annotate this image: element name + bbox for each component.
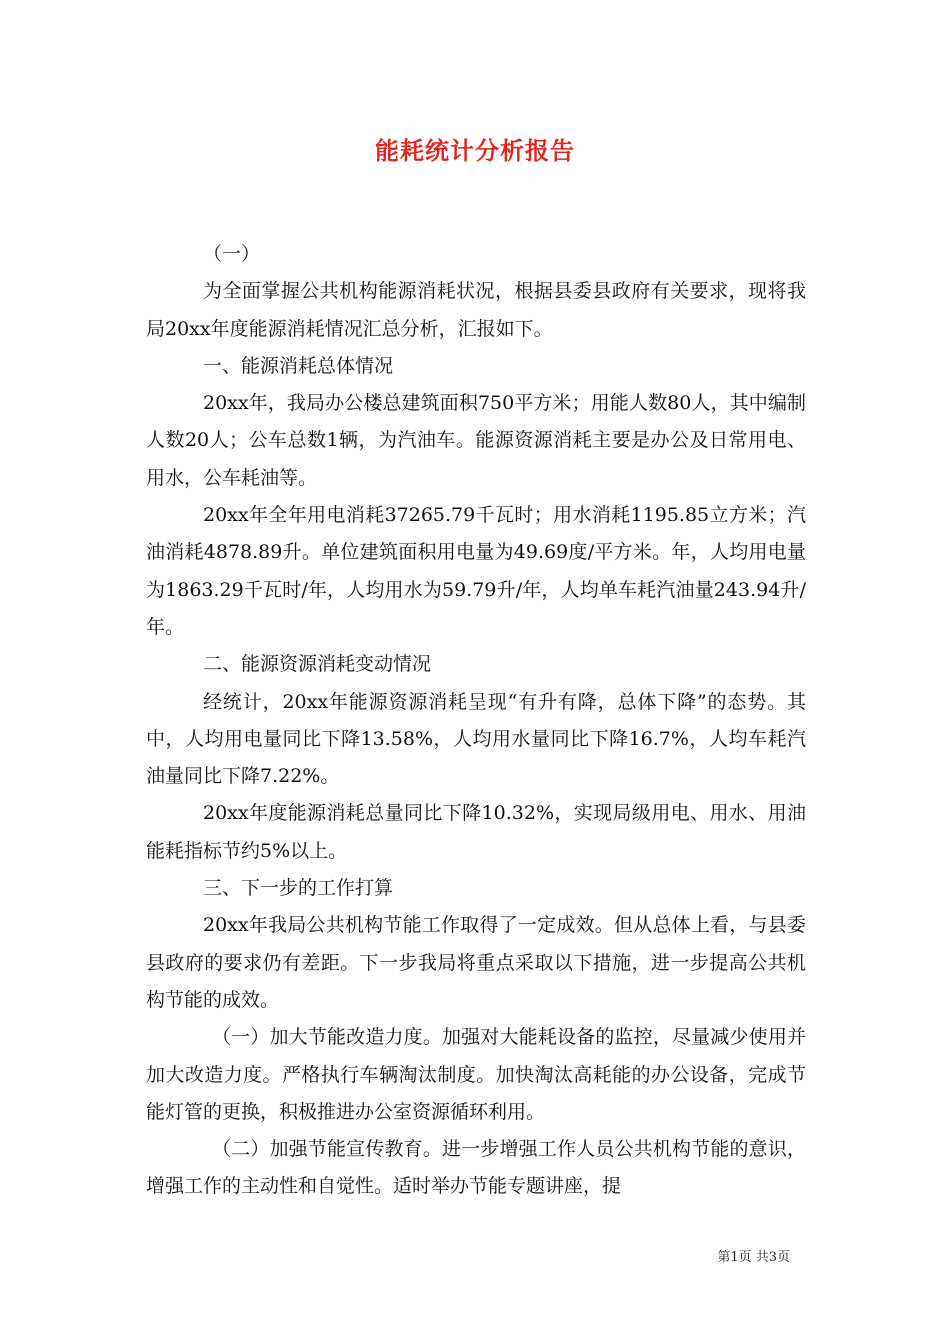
paragraph: 20xx年我局公共机构节能工作取得了一定成效。但从总体上看，与县委县政府的要求仍有差距。下一步我局将重点采取以下措施，进一步提高公共机构节能的成效。 — [146, 914, 806, 1011]
document-title: 能耗统计分析报告 — [375, 137, 575, 165]
section-heading: 一、能源消耗总体情况 — [203, 354, 394, 377]
page-number-footer: 第1页 共3页 — [717, 1250, 790, 1265]
paragraph: 为全面掌握公共机构能源消耗状况，根据县委县政府有关要求，现将我局20xx年度能源消耗情况汇总分析，汇报如下。 — [146, 280, 806, 340]
paragraph: 20xx年，我局办公楼总建筑面积750平方米；用能人数80人，其中编制人数20人；公车总数1辆，为汽油车。能源资源消耗主要是办公及日常用电、用水，公车耗油等。 — [146, 392, 806, 489]
paragraph: （一） — [203, 243, 261, 265]
document-body — [146, 236, 806, 1206]
section-heading: 三、下一步的工作打算 — [203, 877, 394, 900]
paragraph: 20xx年全年用电消耗37265.79千瓦时；用水消耗1195.85立方米；汽油消耗4878.89升。单位建筑面积用电量为49.69度/平方米。年，人均用电量为1863.29千瓦时/年，人均用水为59.79升/年，人均单车耗汽油量243.94升/年。 — [146, 504, 806, 638]
paragraph: （二）加强节能宣传教育。进一步增强工作人员公共机构节能的意识，增强工作的主动性和自觉性。适时举办节能专题讲座，提 — [146, 1138, 806, 1198]
section-heading: 二、能源资源消耗变动情况 — [203, 653, 432, 676]
paragraph: 20xx年度能源消耗总量同比下降10.32%，实现局级用电、用水、用油能耗指标节约5%以上。 — [146, 802, 806, 862]
paragraph: 经统计，20xx年能源资源消耗呈现“有升有降，总体下降”的态势。其中，人均用电量同比下降13.58%，人均用水量同比下降16.7%，人均车耗汽油量同比下降7.22%。 — [146, 690, 806, 788]
paragraph: （一）加大节能改造力度。加强对大能耗设备的监控，尽量减少使用并加大改造力度。严格执行车辆淘汰制度。加快淘汰高耗能的办公设备，完成节能灯管的更换，积极推进办公室资源循环利用。 — [146, 1026, 806, 1123]
